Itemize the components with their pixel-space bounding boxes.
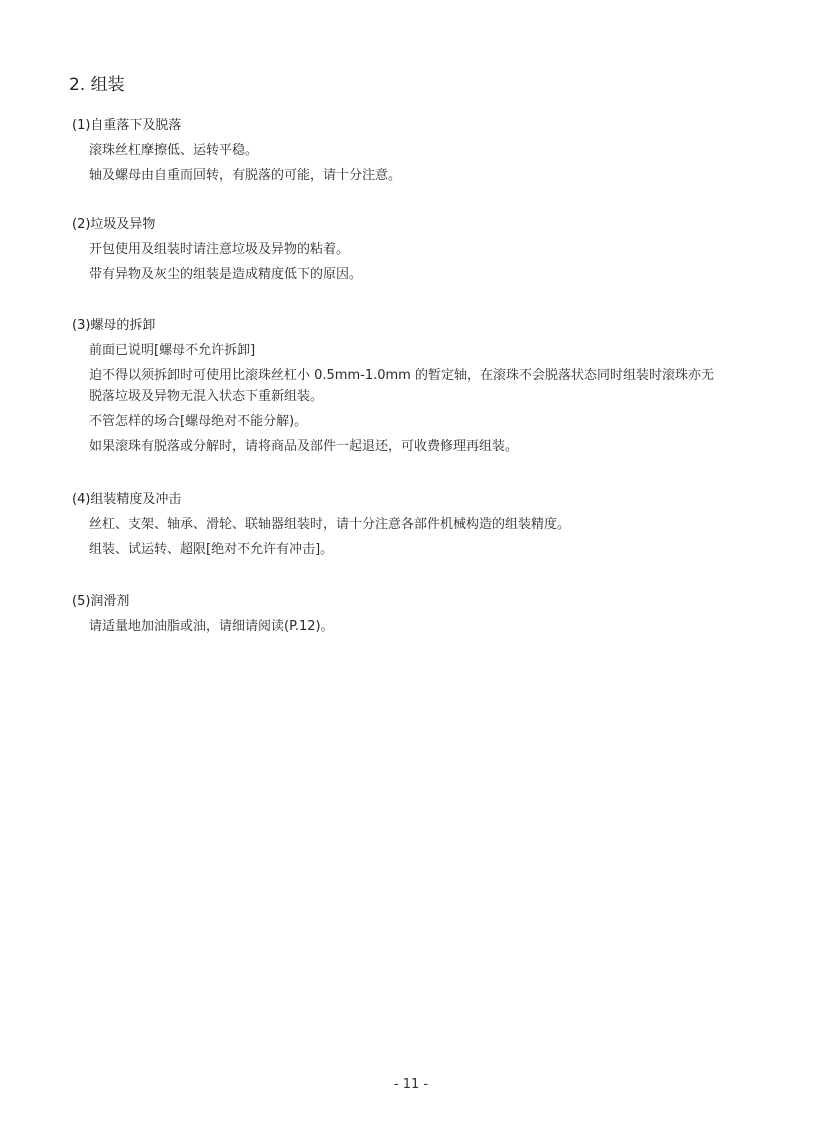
subsection-self-weight-drop	[72, 117, 772, 192]
body-line: 开包使用及组装时请注意垃圾及异物的粘着。	[89, 242, 350, 257]
subsection-heading: (4)组装精度及冲击	[72, 492, 182, 507]
subsection-debris-foreign-matter	[72, 216, 772, 291]
body-line: 脱落垃圾及异物无混入状态下重新组装。	[89, 389, 324, 404]
page-number: - 11 -	[393, 1077, 429, 1092]
body-line: 带有异物及灰尘的组装是造成精度低下的原因。	[89, 267, 363, 282]
body-line: 轴及螺母由自重而回转，有脱落的可能，请十分注意。	[89, 168, 402, 183]
subsection-lubricant	[72, 593, 772, 643]
body-line: 请适量地加油脂或油，请细请阅读(P.12)。	[89, 619, 334, 634]
body-line: 组装、试运转、超限[绝对不允许有冲击]。	[89, 542, 334, 557]
body-line: 丝杠、支架、轴承、滑轮、联轴器组装时，请十分注意各部件机械构造的组装精度。	[89, 517, 571, 532]
body-line: 如果滚珠有脱落或分解时，请将商品及部件一起退还，可收费修理再组装。	[89, 439, 519, 454]
subsection-heading: (1)自重落下及脱落	[72, 118, 182, 133]
body-line: 迫不得以须拆卸时可使用比滚珠丝杠小 0.5mm-1.0mm 的暂定轴，在滚珠不会脱落状态同时组装时滚珠亦无	[89, 368, 714, 383]
body-line: 前面已说明[螺母不允许拆卸]	[89, 343, 256, 358]
subsection-nut-removal	[72, 317, 772, 463]
subsection-assembly-precision-impact	[72, 491, 772, 566]
body-line: 滚珠丝杠摩擦低、运转平稳。	[89, 143, 259, 158]
section-title: 2. 组装	[69, 75, 125, 95]
subsection-heading: (5)润滑剂	[72, 594, 130, 609]
subsection-heading: (3)螺母的拆卸	[72, 318, 156, 333]
subsection-heading: (2)垃圾及异物	[72, 217, 156, 232]
body-line: 不管怎样的场合[螺母绝对不能分解)。	[89, 414, 308, 429]
